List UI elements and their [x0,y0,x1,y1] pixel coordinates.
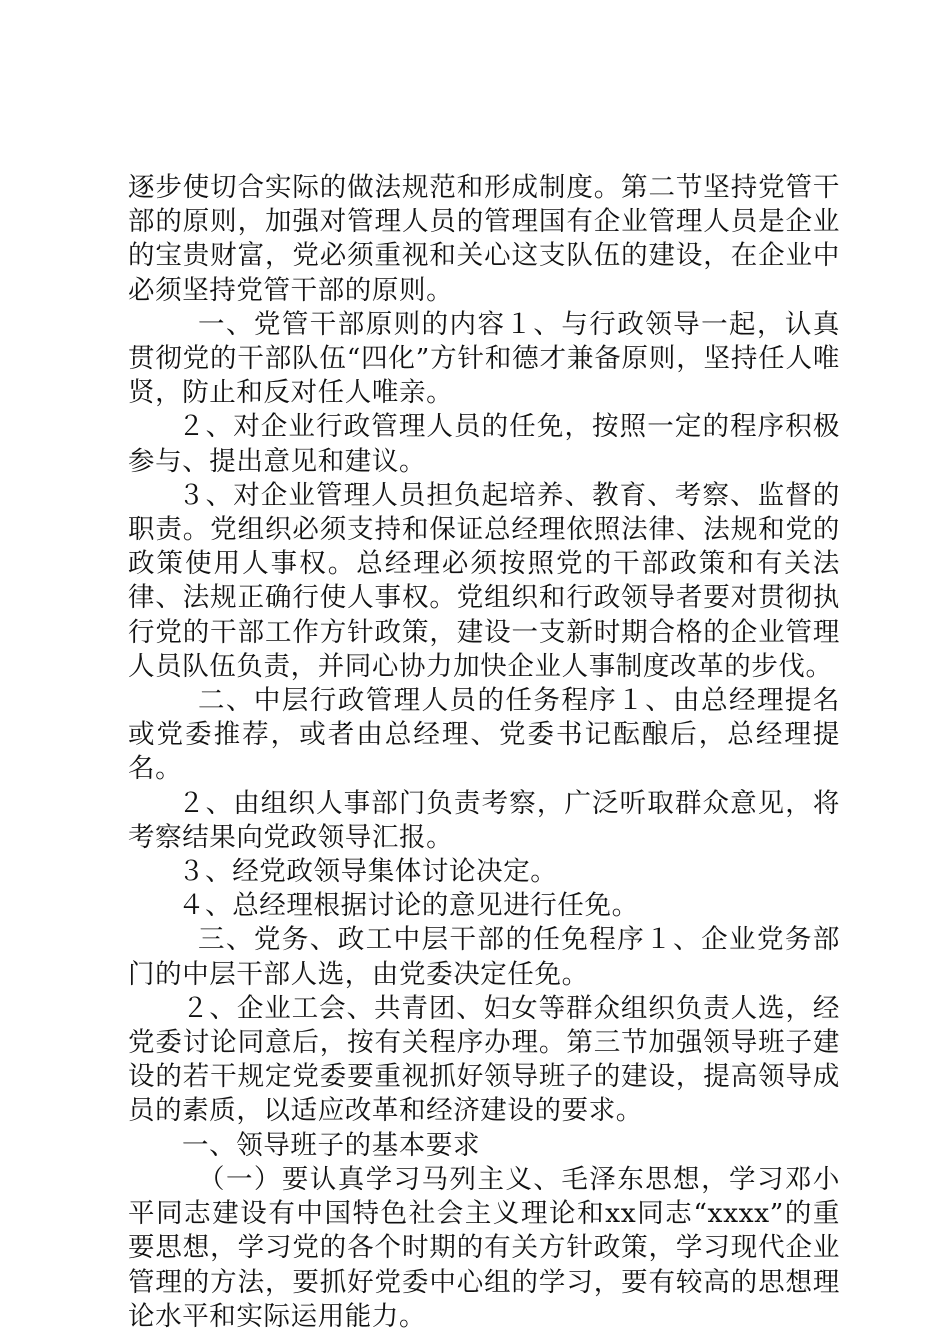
paragraph: ４、总经理根据讨论的意见进行任免。 [178,890,639,922]
paragraph: 逐步使切合实际的做法规范和形成制度。第二节坚持党管干部的原则，加强对管理人员的管理国有企业管理人员是企业的宝贵财富，党必须重视和关心这支队伍的建设，在企业中必须坚持党管干部的原则。 [128,172,840,306]
paragraph: ３、经党政领导集体讨论决定。 [178,856,558,888]
paragraph: ２、对企业行政管理人员的任免，按照一定的程序积极参与、提出意见和建议。 [128,411,840,477]
paragraph: ２、企业工会、共青团、妇女等群众组织负责人选，经党委讨论同意后，按有关程序办理。第三节加强领导班子建设的若干规定党委要重视抓好领导班子的建设，提高领导成员的素质，以适应改革和经济建设的要求。 [128,992,840,1127]
paragraph: ３、对企业管理人员担负起培养、教育、考察、监督的职责。党组织必须支持和保证总经理依照法律、法规和党的政策使用人事权。总经理必须按照党的干部政策和有关法律、法规正确行使人事权。党组织和行政领导者要对贯彻执行党的干部工作方针政策，建设一支新时期合格的企业管理人员队伍负责，并同心协力加快企业人事制度改革的步伐。 [128,479,840,682]
paragraph: 一、党管干部原则的内容１、与行政领导一起，认真贯彻党的干部队伍“四化”方针和德才兼备原则，坚持任人唯贤，防止和反对任人唯亲。 [128,308,840,409]
paragraph: 二、中层行政管理人员的任务程序１、由总经理提名或党委推荐，或者由总经理、党委书记酝酿后，总经理提名。 [128,685,840,785]
paragraph: （一）要认真学习马列主义、毛泽东思想，学习邓小平同志建设有中国特色社会主义理论和xx同志“xxxx”的重要思想，学习党的各个时期的有关方针政策，学习现代企业管理的方法，要抓好党委中心组的学习，要有较高的思想理论水平和实际运用能力。 [128,1163,840,1332]
paragraph: 三、党务、政工中层干部的任免程序１、企业党务部门的中层干部人选，由党委决定任免。 [128,924,840,990]
section-heading: 一、领导班子的基本要求 [182,1129,481,1161]
document-body [128,171,840,1334]
paragraph: ２、由组织人事部门负责考察，广泛听取群众意见，将考察结果向党政领导汇报。 [128,787,840,853]
